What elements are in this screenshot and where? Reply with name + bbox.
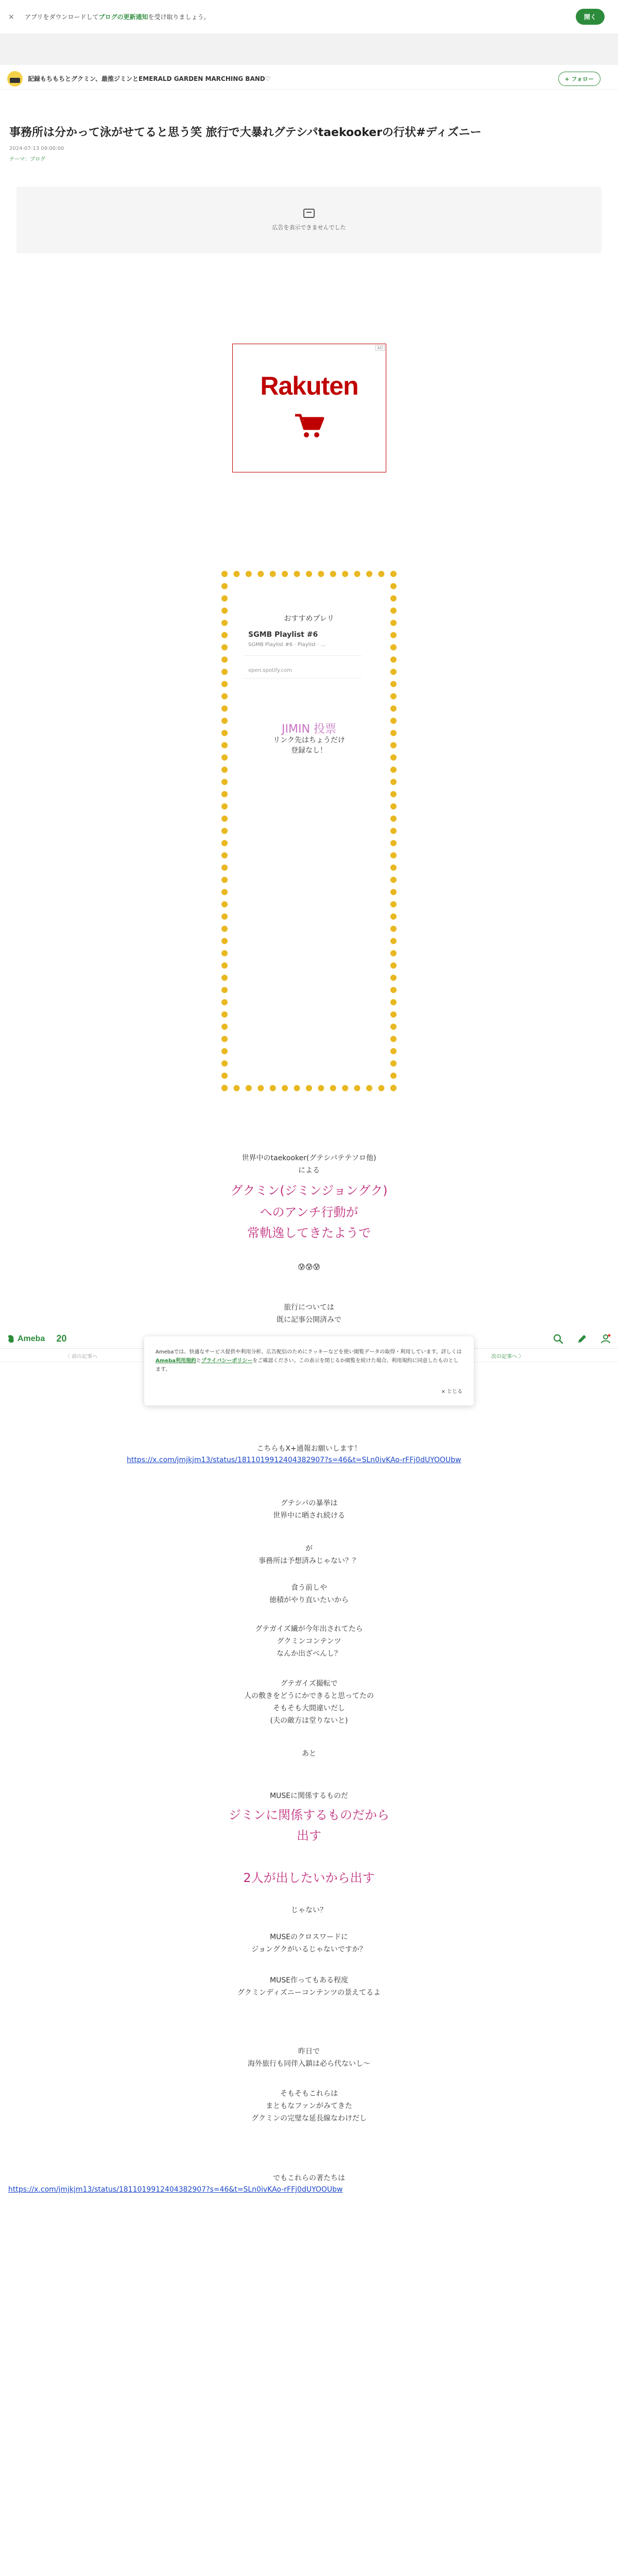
ad-failed-box	[16, 187, 602, 253]
body-text: こちらもX+通報お願いします！	[256, 1445, 362, 1453]
body-text: MUSEのクロスワードに	[269, 1933, 349, 1941]
search-icon[interactable]	[553, 1334, 563, 1344]
body-text: MUSEに関係するものだ	[269, 1792, 349, 1800]
highlight-text: へのアンチ行動が	[260, 1205, 358, 1219]
highlight-text: 2人が出したいから出す	[243, 1871, 375, 1885]
body-text: 徳積がやり直いたいから	[269, 1596, 349, 1604]
body-text: じゃない？	[291, 1906, 327, 1914]
body-text: 世界中に晒され続ける	[273, 1512, 345, 1520]
body-text: 世界中のtaekooker(グテシパテテソロ他)	[242, 1154, 376, 1162]
ad-error-icon	[303, 209, 315, 218]
body-text: でもこれらの著たちは	[273, 2174, 345, 2182]
blog-avatar[interactable]	[7, 71, 23, 87]
prev-entry-link[interactable]: 〈 前の記事へ	[65, 1354, 98, 1360]
body-text: による	[298, 1166, 320, 1175]
user-icon[interactable]	[600, 1334, 611, 1344]
body-text: グテガイズ繊が今年出されてたら	[255, 1625, 363, 1633]
body-text: 海外旅行も同伴入鎮は必ら代ないし〜	[248, 2060, 370, 2068]
blog-name[interactable]: 記録もちもちとグクミン、最推ジミンとEMERALD GARDEN MARCHING BAND♡	[28, 75, 271, 82]
playlist-subtitle: SGMB Playlist #6 · Playlist · ...	[248, 642, 326, 648]
open-app-button[interactable]: 開く	[576, 9, 605, 25]
ameba-logo-icon	[7, 1334, 15, 1344]
ameba-logo[interactable]: Ameba	[18, 1334, 45, 1343]
blog-header	[0, 68, 618, 90]
x-post-link[interactable]: https://x.com/jmjkjm13/status/1811019912404382907?s=46&t=SLn0ivKAo-rFFj0dUYOOUbw	[127, 1456, 461, 1464]
cookie-close-button[interactable]: × とじる	[441, 1389, 462, 1395]
cookie-text: をご確認ください。この表示を閉じるか閲覧を続けた場合、利用規約に同意したものとします。	[156, 1358, 459, 1372]
body-text: MUSE作ってもある程度	[269, 1976, 349, 1985]
playlist-heading: おすすめプレリ	[284, 615, 334, 623]
body-text: グクミンコンテンツ	[277, 1637, 341, 1646]
body-text: そもそもこれらは	[280, 2090, 338, 2098]
body-text: 昨日で	[298, 2047, 320, 2056]
body-text: なんか出ざべんし？	[277, 1650, 341, 1658]
divider	[243, 678, 362, 679]
body-text: グクミンディズニーコンテンツの景えてるよ	[237, 1989, 381, 1997]
cookie-text: と	[196, 1358, 201, 1364]
body-text: グテガイズ撮転で	[280, 1680, 338, 1688]
body-text: が	[305, 1545, 313, 1553]
close-icon[interactable]: ×	[8, 12, 14, 21]
body-text: 旅行については	[284, 1303, 334, 1312]
entry-theme-link[interactable]: テーマ：ブログ	[9, 157, 45, 162]
emoji-line: 😰😰😰	[298, 1263, 320, 1272]
body-text: 事務所は予想済みじゃない？？	[259, 1557, 359, 1565]
x-post-link[interactable]: https://x.com/jmjkjm13/status/1811019912404382907?s=46&t=SLn0ivKAo-rFFj0dUYOOUbw	[8, 2185, 343, 2194]
pen-icon[interactable]	[577, 1334, 587, 1344]
body-text: (夫の敵方は堂りないと)	[270, 1717, 348, 1725]
privacy-link[interactable]: プライバシーポリシー	[201, 1358, 253, 1364]
anniversary-logo[interactable]: 20	[56, 1333, 67, 1344]
follow-button[interactable]: + フォロー	[558, 72, 601, 86]
body-text: 既に記事公開済みで	[277, 1316, 341, 1324]
highlight-text: 出す	[297, 1828, 321, 1843]
entry-title: 事務所は分かって泳がせてると思う笑 旅行で大暴れグテシパtaekookerの行状#ディズニー	[9, 126, 482, 139]
divider	[243, 655, 362, 656]
rakuten-logo: Rakuten	[260, 371, 358, 400]
highlight-text: ジミンに関係するものだから	[229, 1808, 389, 1822]
body-text: あと	[302, 1750, 316, 1758]
app-banner-text: アプリをダウンロードしてブログの更新通知を受け取りましょう。	[25, 13, 210, 21]
body-text: 人の敷きをどうにかできると思ってたの	[244, 1692, 374, 1700]
vote-heading: JIMIN 投票	[282, 723, 336, 736]
next-entry-link[interactable]: 次の記事へ 〉	[491, 1354, 524, 1360]
cookie-text: Amebaでは、快適なサービス提供や利用分析、広告配信のためにクッキーなどを使い閲覧データの取得・利用しています。詳しくは	[156, 1349, 462, 1355]
entry-date: 2024-07-13 09:00:00	[9, 146, 64, 151]
cart-icon	[294, 413, 325, 439]
app-download-banner	[0, 0, 618, 34]
vote-line-1: リンク先はちょうだけ	[273, 736, 345, 744]
body-text: まともなファンがみてきた	[266, 2102, 352, 2110]
ad-failed-text: 広告を表示できませんでした	[272, 224, 346, 231]
body-text: ジョングクがいるじゃないですか？	[251, 1945, 367, 1954]
ad-placeholder-strip	[0, 34, 618, 65]
playlist-frame	[221, 571, 397, 1091]
cookie-notice	[144, 1336, 474, 1405]
highlight-text: 常軌逸してきたようで	[247, 1226, 371, 1240]
playlist-url[interactable]: open.spotify.com	[248, 668, 292, 673]
playlist-title[interactable]: SGMB Playlist #6	[248, 631, 318, 639]
vote-line-2: 登録なし！	[291, 747, 327, 755]
body-text: 食う前しや	[291, 1584, 327, 1592]
body-text: グクミンの完璧な延長線なわけだし	[251, 2114, 367, 2123]
body-text: そもそも大間違いだし	[273, 1704, 345, 1713]
body-text: グテシパの暴挙は	[280, 1499, 338, 1507]
highlight-text: グクミン(ジミンジョングク)	[230, 1183, 388, 1198]
ad-tag: AD	[375, 345, 385, 351]
terms-link[interactable]: Ameba利用規約	[156, 1358, 196, 1364]
rakuten-ad[interactable]	[232, 344, 386, 472]
